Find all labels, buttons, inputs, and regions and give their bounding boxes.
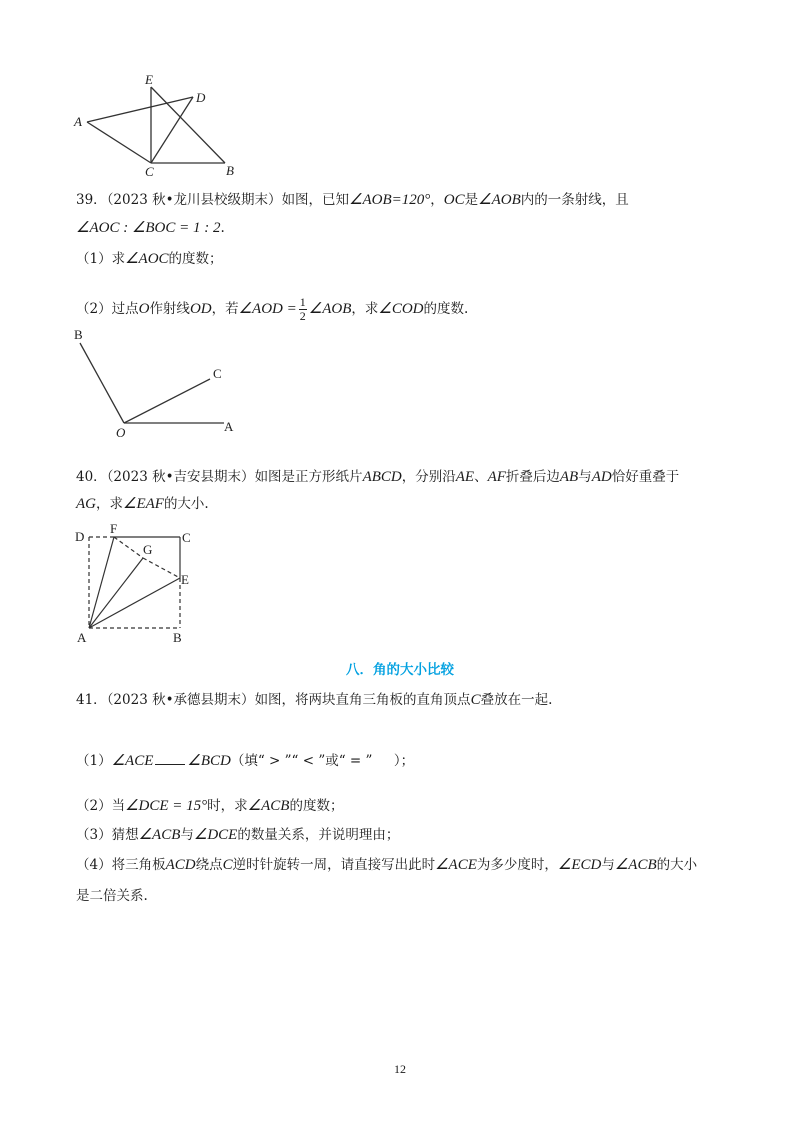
q41-text-2: 叠放在一起. (480, 692, 553, 708)
q39-part1-tail: 的度数； (168, 251, 223, 267)
q39-part2 (76, 296, 468, 323)
q41-part2-mid: 时，求 (207, 798, 248, 814)
fraction-denominator: 2 (299, 309, 306, 323)
q39-part2-if: ，若 (211, 301, 239, 317)
q39-oc: OC (443, 192, 465, 208)
q41-part4 (76, 855, 697, 875)
q41-text-1: 如图，将两块直角三角板的直角顶点 (254, 692, 471, 708)
figure-q39 (68, 323, 258, 443)
label-a: A (74, 114, 82, 129)
label-g: G (143, 542, 153, 557)
q40-text-5: 与 (578, 469, 592, 485)
q39-part2-label: （2）过点 (76, 301, 139, 317)
q41-part3-with: 与 (180, 827, 194, 843)
q41-part3 (76, 825, 399, 845)
q39-fraction (299, 296, 307, 323)
q41-triangle-acd: ACD (165, 857, 196, 873)
q41-part3-tail: 的数量关系，并说明理由； (237, 827, 400, 843)
q41-part4-label: （4）将三角板 (76, 857, 166, 873)
q39-part2-tail: 的度数. (423, 301, 469, 317)
q40-text-7: ，求 (96, 496, 123, 512)
q40-text-3: 、 (474, 469, 488, 485)
answer-blank[interactable] (155, 750, 185, 765)
label-e: E (145, 72, 153, 87)
q39-ray-od: OD (189, 301, 212, 317)
label-c: C (213, 366, 222, 381)
q41-part4-text-2: 逆时针旋转一周，请直接写出此时 (232, 857, 436, 873)
fraction-numerator: 1 (299, 295, 306, 309)
q41-part2 (76, 796, 343, 816)
label-b: B (226, 163, 234, 178)
q40-af: AF (487, 469, 506, 485)
q41-part1-label: （1） (76, 753, 112, 769)
q39-angle-aob: ∠AOB (478, 192, 521, 208)
q41-angle-ace: ∠ACE (111, 753, 154, 769)
q39-part2-mid: 作射线 (149, 301, 190, 317)
label-e: E (181, 572, 189, 587)
label-d: D (196, 90, 206, 105)
q39-point-o: O (138, 301, 150, 317)
q41-part4-line2 (76, 886, 148, 906)
q39-part1-angle: ∠AOC (125, 251, 169, 267)
q40-text-8: 的大小. (163, 496, 209, 512)
q39-number: 39． (76, 192, 107, 208)
q39-period: . (220, 220, 225, 236)
figure-q40 (70, 522, 210, 647)
q41-part4-text-3: 为多少度时， (476, 857, 558, 873)
page-number: 12 (394, 1062, 406, 1076)
q39-angle-aob-value: ∠AOB=120° (349, 192, 431, 208)
q41-part4-text-5: 的大小 (656, 857, 698, 873)
q41-angle-bcd: ∠BCD (187, 753, 231, 769)
label-o: O (116, 425, 126, 440)
q40-ae: AE (455, 469, 475, 485)
q41-part4-tail: 是二倍关系. (76, 888, 148, 904)
q39-ratio: ∠AOC : ∠BOC = 1 : 2 (76, 220, 221, 236)
section-heading: 八．角的大小比较 (346, 662, 454, 678)
figure-previous-problem (70, 70, 250, 180)
label-d: D (75, 529, 85, 544)
q39-source: （2023 秋•龙川县校级期末） (106, 192, 282, 208)
q41-part4-acb: ∠ACB (614, 857, 657, 873)
q41-part3-dce: ∠DCE (193, 827, 238, 843)
q39-angle-aod: ∠AOD = (238, 301, 297, 317)
q39-part2-aob: ∠AOB (308, 301, 352, 317)
q39-part1 (76, 249, 223, 269)
q41-fill-hint: （填“ > ”“ < ”或“ = ” (230, 753, 373, 769)
q41-part1 (76, 750, 414, 771)
q41-part3-label: （3）猜想 (76, 827, 139, 843)
q39-is: 是 (464, 192, 479, 208)
label-c: C (145, 164, 154, 179)
q41-line1 (76, 690, 552, 710)
q40-text-4: 折叠后边 (505, 469, 560, 485)
label-c: C (182, 530, 191, 545)
q39-angle-cod: ∠COD (378, 301, 424, 317)
q41-part4-text-1: 绕点 (195, 857, 223, 873)
q40-abcd: ABCD (362, 469, 402, 485)
q40-number: 40． (76, 469, 107, 485)
q41-part4-ecd: ∠ECD (557, 857, 602, 873)
q40-line1 (76, 467, 679, 487)
q39-line2 (76, 218, 225, 238)
q41-part4-ace: ∠ACE (435, 857, 477, 873)
q41-part2-tail: 的度数； (289, 798, 344, 814)
q40-source: （2023 秋•吉安县期末） (106, 469, 255, 485)
q39-part1-label: （1）求 (76, 251, 126, 267)
q41-source: （2023 秋•承德县期末） (106, 692, 255, 708)
q40-text-6: 恰好重叠于 (611, 469, 680, 485)
q40-ab: AB (559, 469, 579, 485)
q39-text: 如图，已知 (281, 192, 350, 208)
label-b: B (74, 327, 83, 342)
q41-angle-acb: ∠ACB (247, 798, 290, 814)
label-b: B (173, 630, 182, 645)
q41-vertex-c: C (470, 692, 481, 708)
q39-text-tail: 内的一条射线，且 (520, 192, 629, 208)
q40-line2 (76, 494, 209, 514)
q40-ag: AG (76, 496, 96, 512)
label-a: A (224, 419, 234, 434)
q41-part2-label: （2）当 (76, 798, 126, 814)
q40-text-1: 如图是正方形纸片 (254, 469, 363, 485)
q40-ad: AD (591, 469, 612, 485)
q39-line1: 39．（2023 秋•龙川县校级期末）如图，已知∠AOB=120°，OC是∠AOB内的一条射线，且 (76, 192, 629, 208)
q41-part4-point-c: C (222, 857, 233, 873)
q41-part3-acb: ∠ACB (138, 827, 181, 843)
q40-text-2: ，分别沿 (401, 469, 456, 485)
q39-part2-ask: ，求 (351, 301, 379, 317)
q40-angle-eaf: ∠EAF (123, 496, 164, 512)
label-f: F (110, 522, 118, 536)
label-a: A (77, 630, 87, 645)
q41-part4-text-4: 与 (601, 857, 615, 873)
q41-number: 41． (76, 692, 107, 708)
q41-fill-close: ）； (393, 753, 415, 769)
q41-angle-dce-value: ∠DCE = 15° (125, 798, 208, 814)
